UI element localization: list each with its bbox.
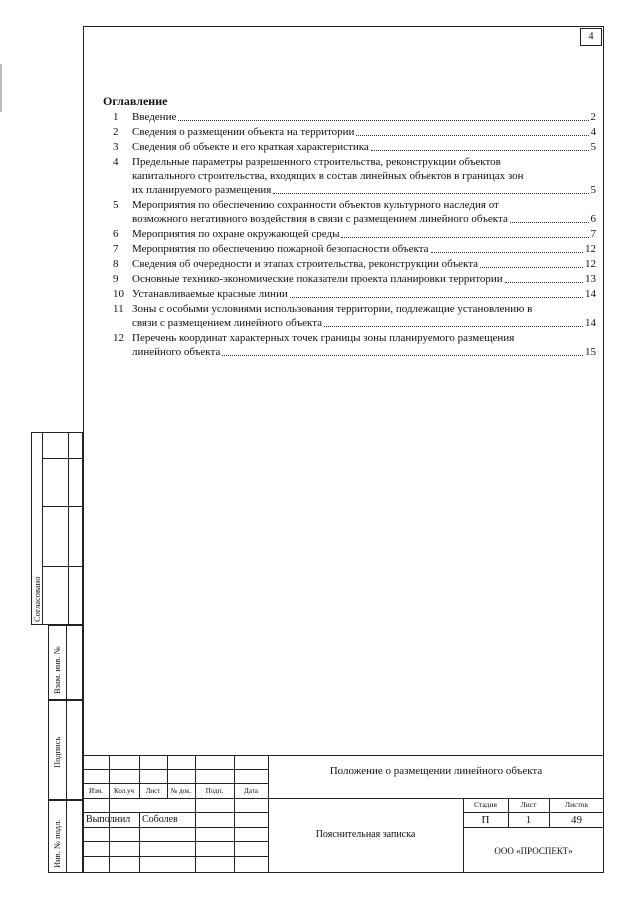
toc-title: Оглавление bbox=[103, 94, 168, 108]
toc-item-number: 2 bbox=[113, 126, 119, 138]
page-number: 4 bbox=[580, 28, 602, 46]
toc-item bbox=[113, 169, 596, 183]
toc-item-number: 6 bbox=[113, 228, 119, 240]
sheet-label: Лист bbox=[520, 800, 537, 809]
toc-item-number: 10 bbox=[113, 288, 124, 300]
toc-item-page: 12 bbox=[585, 243, 596, 255]
title-block bbox=[83, 755, 604, 873]
toc-item bbox=[113, 345, 596, 359]
toc-item-page: 5 bbox=[590, 184, 596, 196]
document-subtitle: Пояснительная записка bbox=[315, 829, 416, 840]
toc-item-number: 3 bbox=[113, 141, 119, 153]
toc-item bbox=[113, 302, 596, 316]
toc-item bbox=[113, 110, 596, 124]
toc-item bbox=[113, 257, 596, 271]
signature-label: Подпись bbox=[52, 736, 62, 768]
toc-item-page: 6 bbox=[590, 213, 596, 225]
table-of-contents bbox=[113, 110, 596, 359]
agreed-label: Согласовано bbox=[32, 576, 42, 622]
toc-item bbox=[113, 198, 596, 212]
toc-item-page: 4 bbox=[590, 126, 596, 138]
sheets-value: 49 bbox=[571, 814, 582, 826]
company-name: ООО «ПРОСПЕКТ» bbox=[494, 846, 573, 856]
toc-item-page: 14 bbox=[585, 317, 596, 329]
toc-item-page: 13 bbox=[585, 273, 596, 285]
toc-item-number: 7 bbox=[113, 243, 119, 255]
toc-item-number: 12 bbox=[113, 332, 124, 344]
toc-item-number: 4 bbox=[113, 156, 119, 168]
toc-item-text: Мероприятия по охране окружающей среды bbox=[132, 228, 340, 240]
performed-name: Соболев bbox=[142, 814, 178, 825]
document-title: Положение о размещении линейного объекта bbox=[329, 765, 543, 777]
toc-item-page: 7 bbox=[590, 228, 596, 240]
inv-replace-label: Взам. инв. № bbox=[52, 646, 62, 694]
header-izm: Изм. bbox=[89, 787, 103, 795]
inv-original-label: Инв. № подл. bbox=[52, 819, 62, 868]
toc-item-number: 5 bbox=[113, 199, 119, 211]
toc-item bbox=[113, 331, 596, 345]
toc-item bbox=[113, 155, 596, 169]
toc-item-page: 12 bbox=[585, 258, 596, 270]
stage-label: Стадия bbox=[474, 800, 497, 809]
toc-item-number: 11 bbox=[113, 303, 124, 315]
toc-item-text: Введение bbox=[132, 111, 177, 123]
toc-item bbox=[113, 183, 596, 197]
toc-item-page: 14 bbox=[585, 288, 596, 300]
toc-item bbox=[113, 287, 596, 301]
toc-item bbox=[113, 227, 596, 241]
toc-item bbox=[113, 125, 596, 139]
toc-item-number: 1 bbox=[113, 111, 119, 123]
header-list: Лист bbox=[145, 787, 161, 795]
toc-item bbox=[113, 140, 596, 154]
toc-item-text: Сведения об очередности и этапах строительства, реконструкции объекта bbox=[132, 258, 479, 270]
toc-item-page: 2 bbox=[590, 111, 596, 123]
header-kol: Кол.уч bbox=[114, 787, 134, 795]
toc-item-text: Зоны с особыми условиями использования территории, подлежащие установлению в bbox=[132, 303, 533, 315]
toc-item-text: Сведения об объекте и его краткая характеристика bbox=[132, 141, 369, 153]
sheet-value: 1 bbox=[525, 814, 532, 826]
toc-item-text: их планируемого размещения bbox=[132, 184, 272, 196]
toc-item-text: капитального строительства, входящих в состав линейных объектов в границах зон bbox=[132, 170, 524, 182]
toc-item-text: Мероприятия по обеспечению пожарной безопасности объекта bbox=[132, 243, 429, 255]
toc-item-text: линейного объекта bbox=[132, 346, 221, 358]
toc-item-page: 5 bbox=[590, 141, 596, 153]
toc-item-text: Сведения о размещении объекта на территории bbox=[132, 126, 355, 138]
toc-item-number: 9 bbox=[113, 273, 119, 285]
stage-value: П bbox=[481, 814, 490, 826]
toc-item bbox=[113, 316, 596, 330]
toc-item-text: Перечень координат характерных точек границы зоны планируемого размещения bbox=[132, 332, 515, 344]
toc-item bbox=[113, 272, 596, 286]
header-doc: № док. bbox=[170, 787, 192, 795]
binding-mark bbox=[0, 64, 2, 112]
toc-item bbox=[113, 242, 596, 256]
header-sign: Подп. bbox=[205, 787, 224, 795]
toc-item-number: 8 bbox=[113, 258, 119, 270]
performed-label: Выполнил bbox=[86, 814, 131, 825]
toc-item-page: 15 bbox=[585, 346, 596, 358]
toc-item-text: Мероприятия по обеспечению сохранности объектов культурного наследия от bbox=[132, 199, 499, 211]
toc-item-text: Основные технико-экономические показатели проекта планировки территории bbox=[132, 273, 503, 285]
sheets-label: Листов bbox=[565, 800, 588, 809]
toc-item-text: Предельные параметры разрешенного строительства, реконструкции объектов bbox=[132, 156, 501, 168]
toc-item-text: связи с размещением линейного объекта bbox=[132, 317, 323, 329]
toc-item-text: возможного негативного воздействия в связи с размещением линейного объекта bbox=[132, 213, 508, 225]
toc-item-text: Устанавливаемые красные линии bbox=[132, 288, 288, 300]
header-date: Дата bbox=[244, 787, 258, 795]
toc-item bbox=[113, 212, 596, 226]
